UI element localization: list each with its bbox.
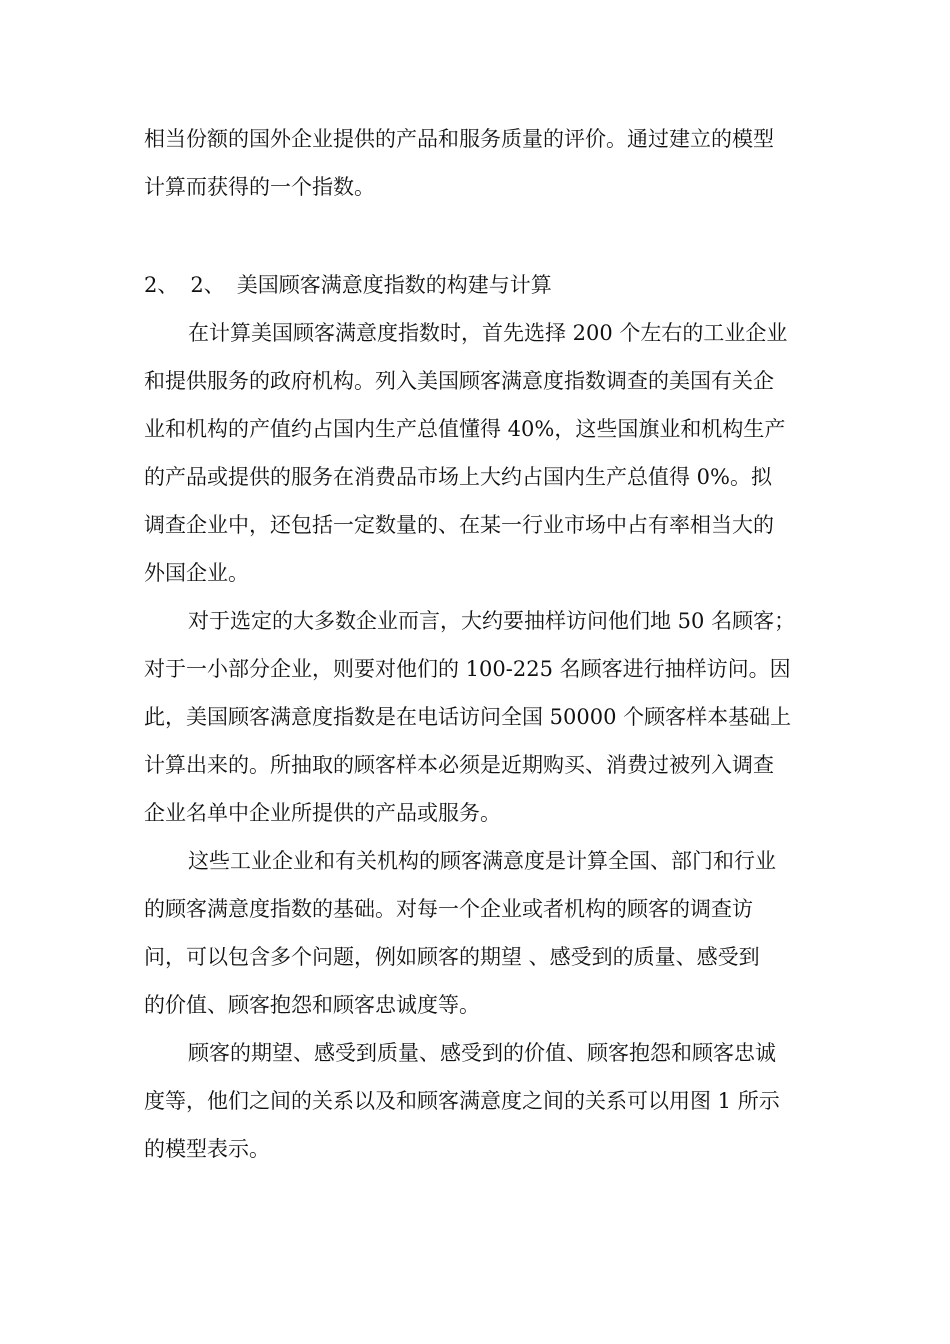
paragraph-line: 此，美国顾客满意度指数是在电话访问全国 50000 个顾客样本基础上: [144, 705, 792, 729]
paragraph-line: 对于一小部分企业，则要对他们的 100-225 名顾客进行抽样访问。因: [144, 657, 791, 681]
paragraph-line: 调查企业中，还包括一定数量的、在某一行业市场中占有率相当大的: [144, 513, 774, 537]
paragraph-line: 的产品或提供的服务在消费品市场上大约占国内生产总值得 0%。拟: [144, 465, 772, 489]
paragraph-line: 这些工业企业和有关机构的顾客满意度是计算全国、部门和行业: [188, 849, 776, 873]
body-paragraph: [144, 837, 810, 1029]
body-paragraph: [144, 309, 810, 597]
section-number-2: 2、: [190, 273, 225, 297]
paragraph-line: 相当份额的国外企业提供的产品和服务质量的评价。通过建立的模型: [144, 127, 774, 151]
paragraph-line: 问，可以包含多个问题，例如顾客的期望 、感受到的质量、感受到: [144, 945, 760, 969]
intro-paragraph: [144, 115, 810, 211]
body-paragraph: [144, 597, 810, 837]
paragraph-line: 业和机构的产值约占国内生产总值懂得 40%，这些国旗业和机构生产: [144, 417, 786, 441]
paragraph-line: 的价值、顾客抱怨和顾客忠诚度等。: [144, 993, 480, 1017]
paragraph-line: 计算出来的。所抽取的顾客样本必须是近期购买、消费过被列入调查: [144, 753, 774, 777]
body-paragraph: [144, 1029, 810, 1173]
paragraph-line: 的顾客满意度指数的基础。对每一个企业或者机构的顾客的调查访: [144, 897, 753, 921]
paragraph-line: 的模型表示。: [144, 1137, 270, 1161]
section-number-1: 2、: [144, 273, 179, 297]
paragraph-line: 度等，他们之间的关系以及和顾客满意度之间的关系可以用图 1 所示: [144, 1089, 780, 1113]
paragraph-line: 对于选定的大多数企业而言，大约要抽样访问他们地 50 名顾客；: [188, 609, 796, 633]
paragraph-line: 计算而获得的一个指数。: [144, 175, 375, 199]
section-title: 美国顾客满意度指数的构建与计算: [236, 273, 552, 297]
paragraph-line: 企业名单中企业所提供的产品或服务。: [144, 801, 501, 825]
paragraph-line: 顾客的期望、感受到质量、感受到的价值、顾客抱怨和顾客忠诚: [188, 1041, 776, 1065]
section-heading: [144, 261, 552, 309]
paragraph-line: 外国企业。: [144, 561, 249, 585]
paragraph-line: 和提供服务的政府机构。列入美国顾客满意度指数调查的美国有关企: [144, 369, 774, 393]
paragraph-line: 在计算美国顾客满意度指数时，首先选择 200 个左右的工业企业: [188, 321, 788, 345]
